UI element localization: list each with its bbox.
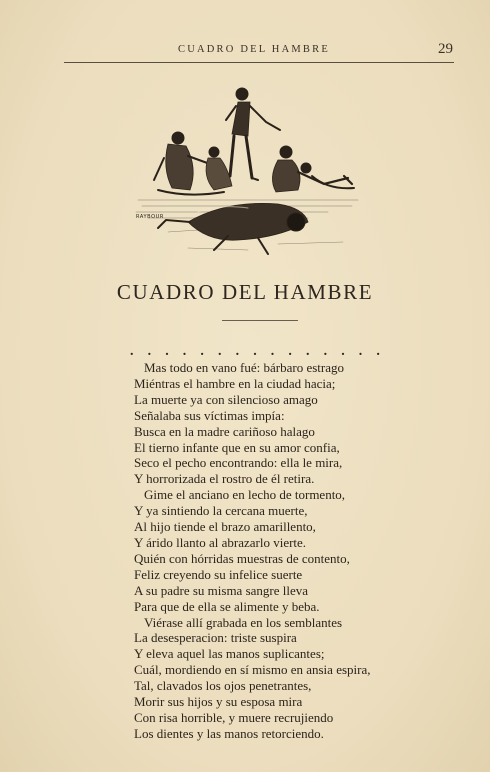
poem-line: Gime el anciano en lecho de tormento, — [144, 487, 346, 503]
running-title: CUADRO DEL HAMBRE — [178, 44, 330, 55]
poem-line: Tal, clavados los ojos penetrantes, — [134, 678, 312, 694]
poem-line: Quién con hórridas muestras de contento, — [134, 550, 350, 566]
poem-line: La desesperacion: triste suspira — [134, 630, 297, 646]
famine-engraving — [128, 72, 368, 262]
poem-line: Señalaba sus víctimas impía: — [134, 407, 285, 423]
page-number: 29 — [438, 41, 453, 57]
poem-line: Los dientes y las manos retorciendo. — [134, 725, 324, 741]
running-head — [0, 40, 490, 60]
poem-line: La muerte ya con silencioso amago — [134, 391, 318, 407]
poem-line: Miéntras el hambre en la ciudad hacia; — [134, 375, 336, 391]
engraver-signature: RAYBOUR — [136, 214, 164, 220]
poem-line: Y eleva aquel las manos suplicantes; — [134, 646, 325, 662]
poem-line: El tierno infante que en su amor confia, — [134, 439, 340, 455]
poem-line: Viérase allí grabada en los semblantes — [144, 614, 343, 630]
poem-body — [134, 360, 434, 742]
poem-line: Con risa horrible, y muere recrujiendo — [134, 709, 334, 725]
title-rule — [222, 320, 298, 321]
ellipsis-line: . . . . . . . . . . . . . . . — [130, 344, 386, 359]
poem-line: Al hijo tiende el brazo amarillento, — [134, 519, 316, 535]
poem-line: Feliz creyendo su infelice suerte — [134, 566, 303, 582]
poem-line: Para que de ella se alimente y beba. — [134, 598, 320, 614]
poem-title: CUADRO DEL HAMBRE — [116, 280, 374, 304]
poem-line: Y árido llanto al abrazarlo vierte. — [134, 534, 307, 550]
poem-line: Busca en la madre cariñoso halago — [134, 423, 315, 439]
poem-line: Y ya sintiendo la cercana muerte, — [134, 503, 308, 519]
poem-line: Mas todo en vano fué: bárbaro estrago — [144, 360, 344, 375]
poem-line: Cuál, mordiendo en sí mismo en ansia espira, — [134, 662, 371, 678]
poem-line: Seco el pecho encontrando: ella le mira, — [134, 455, 343, 471]
poem-line: A su padre su misma sangre lleva — [134, 582, 309, 598]
poem-line: Morir sus hijos y su esposa mira — [134, 694, 303, 710]
header-rule — [64, 62, 454, 63]
poem-line: Y horrorizada el rostro de él retira. — [134, 471, 315, 487]
